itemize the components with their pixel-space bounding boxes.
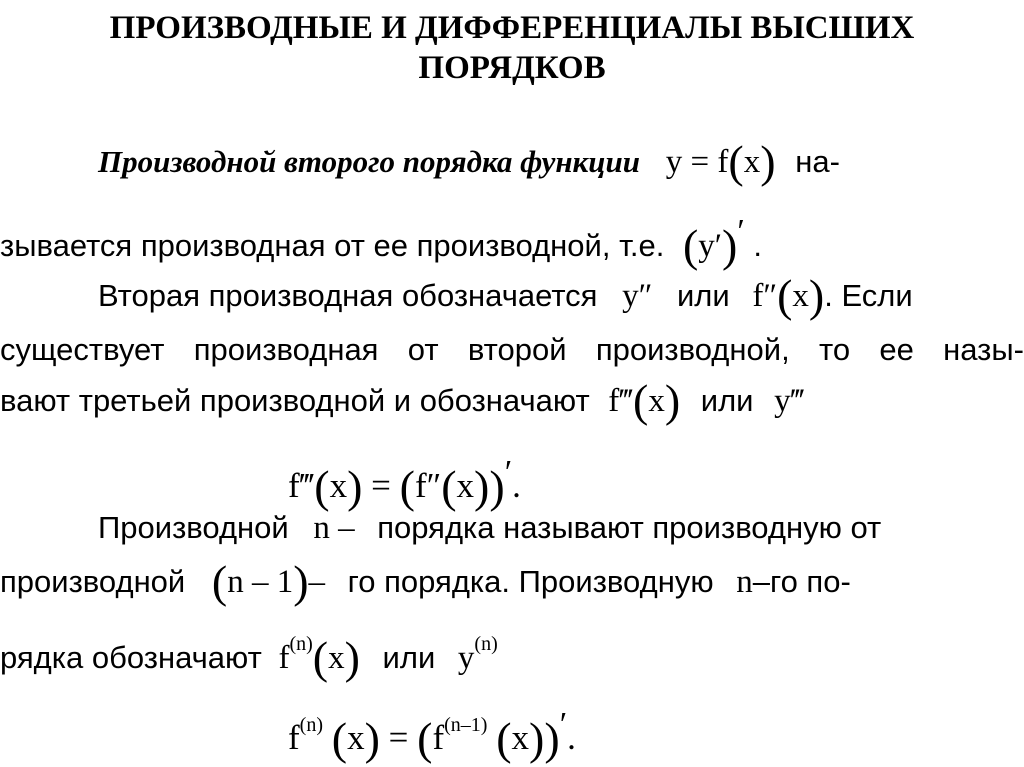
para1-line2-text: зывается производная от ее производной, т.е. xyxy=(0,228,665,263)
formula-third-derivative: f‴(x) = (f″(x))′. xyxy=(288,454,521,512)
para3-line2-c: –го по- xyxy=(752,564,851,599)
formula-fddd-x: f‴(x) xyxy=(608,375,681,426)
para3-text1: Производной xyxy=(98,510,289,545)
formula-n-dash: n – xyxy=(313,510,355,546)
para2-text2: . Если xyxy=(824,278,913,313)
para2-or2: или xyxy=(700,383,754,418)
formula-fdd-x: f″(x) xyxy=(752,270,825,321)
para3-line1 xyxy=(98,508,1024,548)
para2-line3-text: вают третьей производной и обозначают xyxy=(0,383,590,418)
para3-line3-a: рядка обозначают xyxy=(0,640,262,675)
page-title-line1: ПРОИЗВОДНЫЕ И ДИФФЕРЕНЦИАЛЫ ВЫСШИХ xyxy=(109,10,915,46)
para1-line2 xyxy=(0,212,762,271)
para1-tail: на- xyxy=(795,144,840,179)
formula-y-eq-fx: y = f(x) xyxy=(665,136,776,187)
formula-yprime-prime: (y′)′ xyxy=(682,213,745,271)
para2-line1 xyxy=(98,270,913,321)
para2-or: или xyxy=(676,278,730,313)
para3-line2-a: производной xyxy=(0,564,186,599)
formula-nth-derivative: $f^{(n)}$ $(x) = (f^{(n-1)}$ (x))′. xyxy=(288,706,576,764)
formula-fn-x: $f^{(n)}(x)$ xyxy=(278,632,360,683)
para3-or: или xyxy=(382,640,436,675)
para1-line1 xyxy=(98,136,1024,187)
page-title-line2: ПОРЯДКОВ xyxy=(418,50,606,86)
formula-yn: $y^{(n)}$ xyxy=(457,633,498,676)
definition-term: Производной второго порядка функции xyxy=(98,144,640,179)
para3-line2 xyxy=(0,556,851,607)
formula-yddd: y‴ xyxy=(774,383,805,419)
para2-text1: Вторая производная обозначается xyxy=(98,278,598,313)
formula-n-minus-1: (n – 1)– xyxy=(211,556,326,607)
para3-line2-b: го порядка. Производную xyxy=(347,564,714,599)
para2-line2: существует производная от второй производной, то ее назы- xyxy=(0,332,1024,367)
formula-n2: n xyxy=(736,564,753,600)
para2-line3 xyxy=(0,375,805,426)
para3-text2: порядка называют производную от xyxy=(377,510,882,545)
formula-ydd: y″ xyxy=(622,278,653,314)
para3-line3 xyxy=(0,624,498,683)
para1-dot: . xyxy=(753,228,762,263)
